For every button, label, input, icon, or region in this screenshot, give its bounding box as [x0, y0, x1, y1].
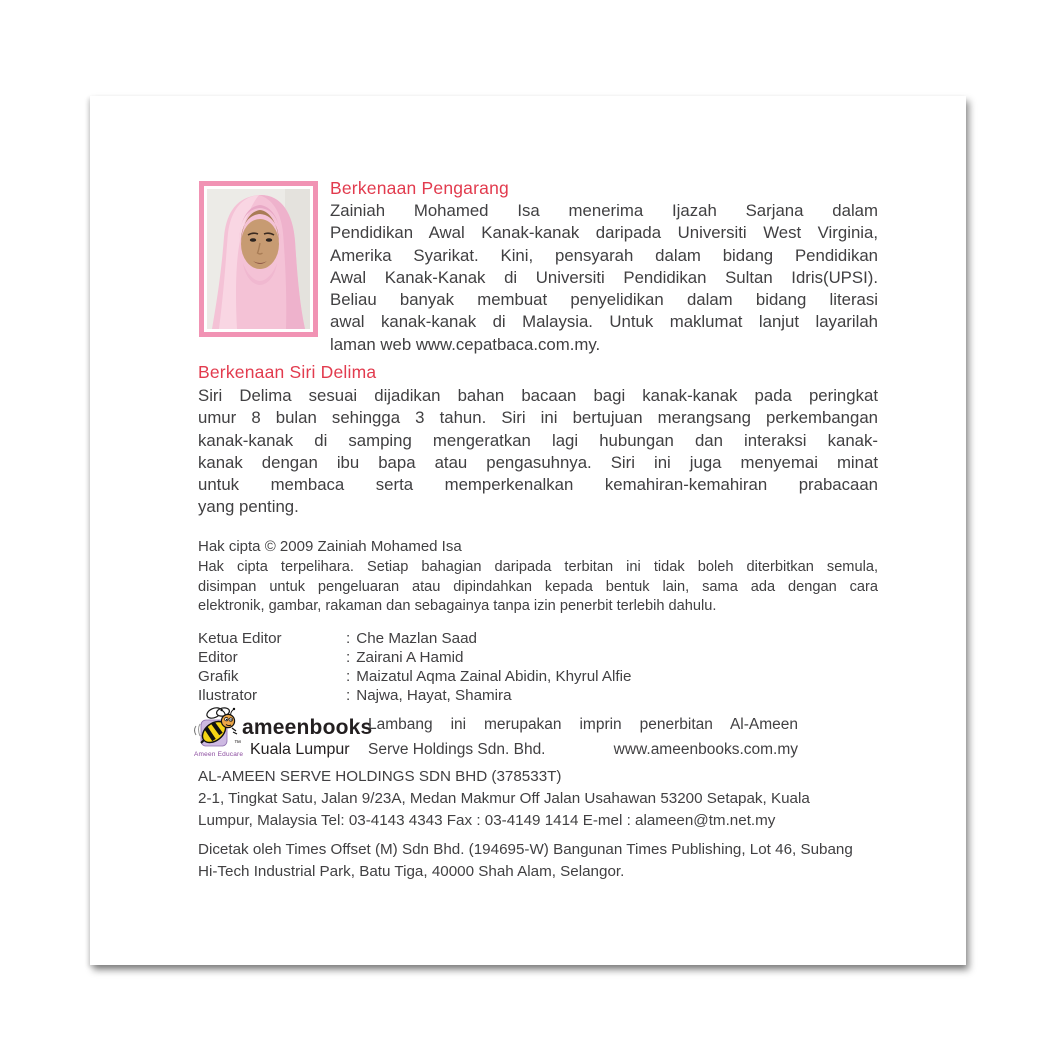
- credit-separator: :: [346, 668, 351, 685]
- series-section-heading: Berkenaan Siri Delima: [198, 362, 377, 382]
- logo-city-text: Kuala Lumpur: [250, 741, 350, 758]
- ameenbooks-wordmark: [242, 716, 372, 759]
- credit-row-editor: [198, 648, 631, 667]
- series-description-paragraph: Siri Delima sesuai dijadikan bahan bacaan bagi kanak-kanak pada peringkat umur 8 bulan sehingga 3 tahun. Siri ini bertujuan merangsang perkembangan kanak-kanak di samping mengeratkan lagi hubungan dan interaksi kanak- kanak dengan ibu bapa atau pengasuhnya. Siri ini juga menyemai minat untuk membaca serta memperkenalkan kemahiran-kemahiran prabacaan yang penting.: [198, 386, 878, 517]
- trademark-symbol: ™: [234, 740, 241, 747]
- credit-separator: :: [346, 630, 351, 647]
- credit-role: Editor: [198, 649, 238, 666]
- copyright-notice: Hak cipta terpelihara. Setiap bahagian daripada terbitan ini tidak boleh diterbitkan semula, disimpan untuk pengeluaran atau dipindahkan kepada bentuk lain, sama ada dengan cara elektronik, gambar, rakaman dan sebagainya tanpa izin penerbit terlebih dahulu.: [198, 559, 878, 614]
- credit-role: Ketua Editor: [198, 630, 282, 647]
- author-photo: [199, 181, 318, 337]
- book-colophon-page: [90, 96, 966, 965]
- credit-separator: :: [346, 649, 351, 666]
- logo-name-text: ameenbooks: [242, 716, 373, 739]
- author-section-heading: Berkenaan Pengarang: [330, 178, 509, 198]
- printer-info-block: Dicetak oleh Times Offset (M) Sdn Bhd. (194695-W) Bangunan Times Publishing, Lot 46, Subang Hi-Tech Industrial Park, Batu Tiga, 40000 Shah Alam, Selangor.: [198, 841, 853, 880]
- imprint-note: [368, 712, 798, 762]
- credit-name: Che Mazlan Saad: [356, 630, 477, 647]
- credit-name: Maizatul Aqma Zainal Abidin, Khyrul Alfie: [356, 668, 632, 685]
- publisher-address-block: AL-AMEEN SERVE HOLDINGS SDN BHD (378533T) 2-1, Tingkat Satu, Jalan 9/23A, Medan Makmur Off Jalan Usahawan 53200 Setapak, Kuala Lumpur, Malaysia Tel: 03-4143 4343 Fax : 03-4149 1414 E-mel : alameen@tm.net.my: [198, 768, 810, 829]
- credit-row-ketua-editor: [198, 629, 631, 648]
- credit-role: Ilustrator: [198, 687, 258, 704]
- credit-role: Grafik: [198, 668, 239, 685]
- credit-separator: :: [346, 687, 351, 704]
- credit-row-ilustrator: [198, 686, 631, 705]
- credit-name: Zairani A Hamid: [356, 649, 464, 666]
- credits-list: [198, 629, 631, 705]
- imprint-note-line2: [368, 737, 798, 762]
- imprint-website-text: www.ameenbooks.com.my: [613, 741, 798, 758]
- copyright-line: Hak cipta © 2009 Zainiah Mohamed Isa: [198, 538, 462, 555]
- author-bio-paragraph: Zainiah Mohamed Isa menerima Ijazah Sarjana dalam Pendidikan Awal Kanak-kanak daripada Universiti West Virginia, Amerika Syarikat. Kini, pensyarah dalam bidang Pendidikan Awal Kanak-Kanak di Universiti Pendidikan Sultan Idris(UPSI). Beliau banyak membuat penyelidikan dalam bidang literasi awal kanak-kanak di Malaysia. Untuk maklumat lanjut layarilah laman web www.cepatbaca.com.my.: [330, 201, 878, 354]
- imprint-company-text: Serve Holdings Sdn. Bhd.: [368, 741, 546, 758]
- imprint-note-line1: Lambang ini merupakan imprin penerbitan Al-Ameen: [368, 716, 798, 733]
- author-portrait-illustration: [207, 189, 310, 329]
- credit-name: Najwa, Hayat, Shamira: [356, 687, 512, 704]
- credit-row-grafik: [198, 667, 631, 686]
- logo-subtext: Ameen Educare: [194, 751, 244, 758]
